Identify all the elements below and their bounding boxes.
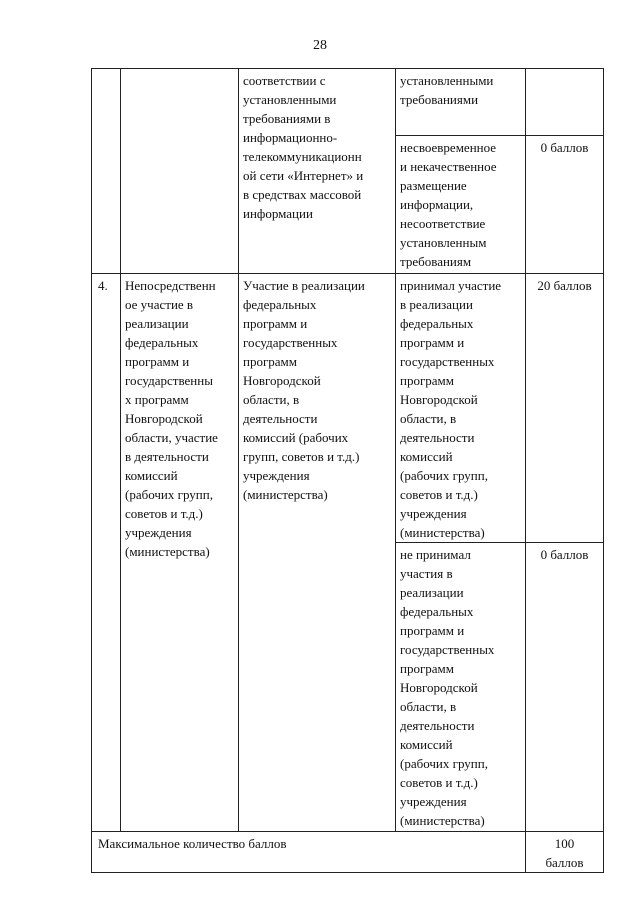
condition-cell: несвоевременное и некачественное размещение информации, несоответствие установленным требованиям	[396, 136, 526, 274]
table-row	[92, 69, 604, 136]
score-cell	[526, 69, 604, 136]
criteria-table	[91, 68, 604, 873]
indicator-cell: Непосредственн ое участие в реализации федеральных программ и государственны х программ Новгородской области, участие в деятельности комиссий (рабочих групп, советов и т.д.) учреждения (министерства)	[121, 274, 239, 832]
criterion-cell: Участие в реализации федеральных программ и государственных программ Новгородской области, в деятельности комиссий (рабочих групп, советов и т.д.) учреждения (министерства)	[239, 274, 396, 832]
condition-cell: установленными требованиями	[396, 69, 526, 136]
table-row	[92, 274, 604, 543]
condition-cell: не принимал участия в реализации федеральных программ и государственных программ Новгородской области, в деятельности комиссий (рабочих групп, советов и т.д.) учреждения (министерства)	[396, 543, 526, 832]
page-number: 28	[313, 38, 327, 53]
indicator-cell	[121, 69, 239, 274]
table-row-total	[92, 832, 604, 873]
condition-cell: принимал участие в реализации федеральных программ и государственных программ Новгородской области, в деятельности комиссий (рабочих групп, советов и т.д.) учреждения (министерства)	[396, 274, 526, 543]
max-score-value: 100 баллов	[526, 832, 604, 873]
number-cell: 4.	[92, 274, 121, 832]
score-cell: 20 баллов	[526, 274, 604, 543]
criterion-cell: соответствии с установленными требованиями в информационно- телекоммуникационн ой сети «Интернет» и в средствах массовой информации	[239, 69, 396, 274]
number-cell	[92, 69, 121, 274]
max-score-label: Максимальное количество баллов	[92, 832, 526, 873]
score-cell: 0 баллов	[526, 136, 604, 274]
score-cell: 0 баллов	[526, 543, 604, 832]
